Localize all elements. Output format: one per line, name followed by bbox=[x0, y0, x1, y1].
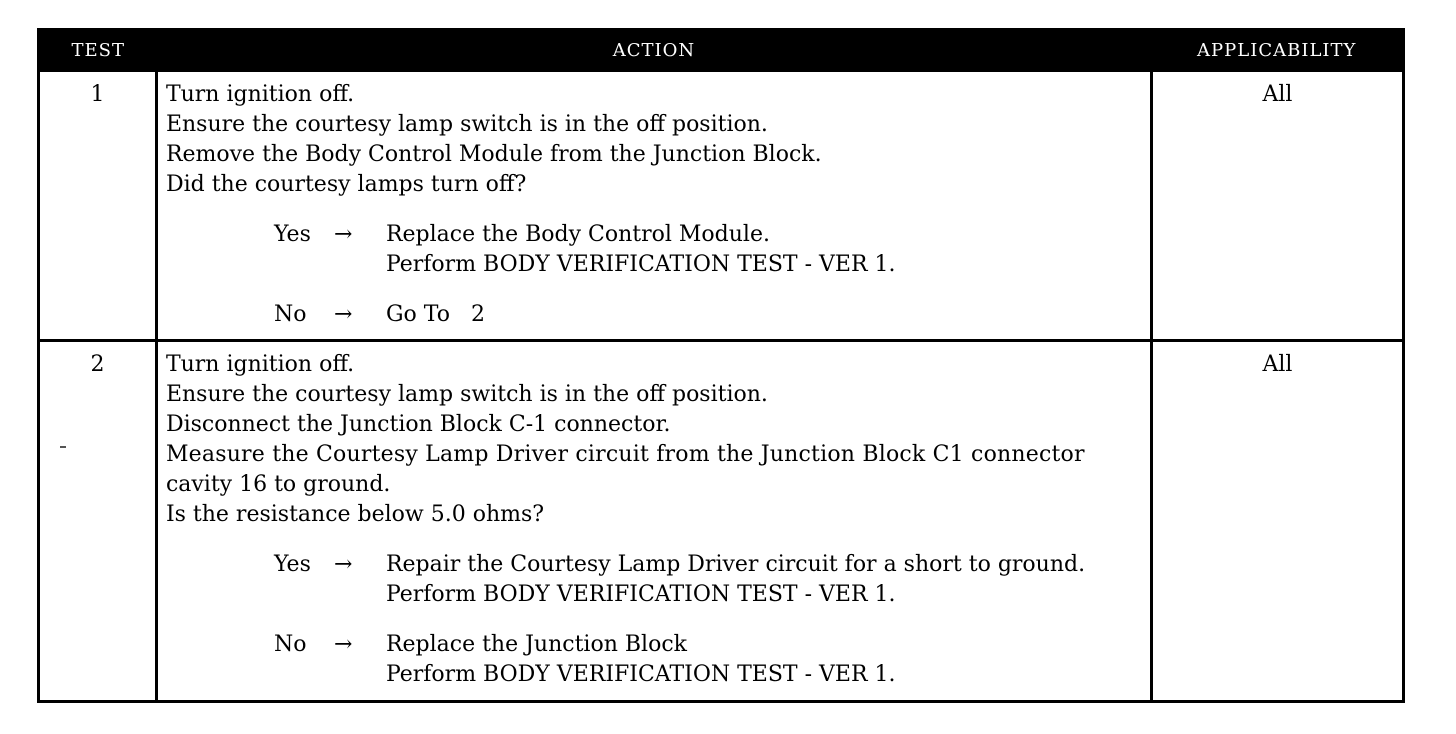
outcome-no bbox=[166, 300, 1144, 330]
action-step: Measure the Courtesy Lamp Driver circuit from the Junction Block C1 connector bbox=[165, 442, 1085, 468]
outcome-yes-label: Yes bbox=[273, 552, 311, 578]
right-arrow-icon: → bbox=[333, 302, 353, 327]
applicability-cell: All bbox=[1151, 71, 1403, 341]
action-cell bbox=[156, 341, 1151, 702]
header-action: ACTION bbox=[156, 30, 1151, 71]
outcome-line: Replace the Body Control Module. bbox=[385, 222, 770, 247]
outcome-yes-label: Yes bbox=[273, 222, 311, 247]
right-arrow-icon: → bbox=[333, 632, 353, 658]
action-question: Is the resistance below 5.0 ohms? bbox=[165, 502, 545, 528]
outcome-line: Perform BODY VERIFICATION TEST - VER 1. bbox=[385, 662, 896, 688]
outcome-line: Perform BODY VERIFICATION TEST - VER 1. bbox=[385, 582, 896, 608]
outcome-yes bbox=[166, 220, 1144, 280]
action-step: Turn ignition off. bbox=[165, 352, 355, 378]
test-number: 2 bbox=[39, 341, 157, 702]
diagnostic-procedure-table bbox=[37, 28, 1405, 703]
outcome-yes bbox=[166, 550, 1144, 610]
outcome-yes-result bbox=[386, 220, 1144, 280]
outcome-no-result bbox=[386, 630, 1144, 690]
outcome-line: Replace the Junction Block bbox=[385, 632, 687, 658]
header-test: TEST bbox=[39, 30, 157, 71]
outcome-no bbox=[166, 630, 1144, 690]
table-row bbox=[39, 341, 1404, 702]
outcome-no-result bbox=[386, 300, 1144, 330]
action-question: Did the courtesy lamps turn off? bbox=[165, 172, 527, 197]
action-step: Ensure the courtesy lamp switch is in the off position. bbox=[165, 382, 768, 408]
table-row bbox=[39, 71, 1404, 341]
scan-speck bbox=[60, 446, 66, 448]
outcome-no-label: No bbox=[273, 632, 307, 658]
outcome-yes-result bbox=[386, 550, 1144, 610]
outcome-line: Go To 2 bbox=[385, 302, 485, 327]
outcome-line: Perform BODY VERIFICATION TEST - VER 1. bbox=[385, 252, 896, 277]
table-header-row bbox=[39, 30, 1404, 71]
outcome-line: Repair the Courtesy Lamp Driver circuit for a short to ground. bbox=[385, 552, 1086, 578]
action-cell bbox=[156, 71, 1151, 341]
header-applicability: APPLICABILITY bbox=[1151, 30, 1403, 71]
action-step: Turn ignition off. bbox=[165, 82, 355, 107]
action-step: Ensure the courtesy lamp switch is in the off position. bbox=[165, 112, 768, 137]
right-arrow-icon: → bbox=[333, 222, 353, 247]
applicability-cell: All bbox=[1151, 341, 1403, 702]
action-step: Disconnect the Junction Block C-1 connector. bbox=[165, 412, 671, 438]
right-arrow-icon: → bbox=[333, 552, 353, 578]
outcome-no-label: No bbox=[273, 302, 307, 327]
test-number: 1 bbox=[39, 71, 157, 341]
action-step: cavity 16 to ground. bbox=[165, 472, 391, 498]
action-step: Remove the Body Control Module from the Junction Block. bbox=[165, 142, 822, 167]
